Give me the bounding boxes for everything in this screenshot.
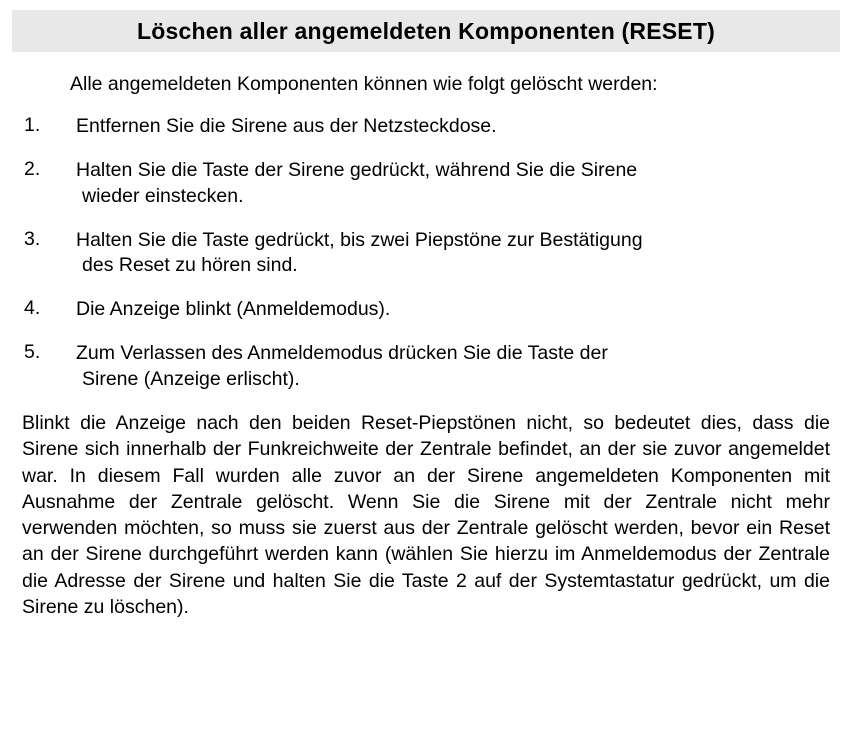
list-item [18, 114, 834, 140]
list-item-text [76, 114, 834, 140]
list-item-line2: Sirene (Anzeige erlischt). [82, 367, 300, 390]
list-item-line1: Zum Verlassen des Anmeldemodus drücken Sie die Taste der [76, 341, 608, 364]
list-item [18, 228, 834, 279]
list-item-text [76, 297, 834, 323]
page-title: Löschen aller angemeldeten Komponenten (RESET) [137, 17, 715, 44]
list-item-line1: Halten Sie die Taste gedrückt, bis zwei Piepstöne zur Bestätigung [76, 228, 643, 251]
section-heading-band [12, 10, 840, 52]
document-page [0, 10, 852, 746]
steps-list [18, 114, 834, 392]
list-item-line1: Die Anzeige blinkt (Anmeldemodus). [76, 298, 391, 321]
list-item-number: 4. [24, 297, 41, 320]
closing-section [22, 410, 830, 620]
list-item [18, 158, 834, 209]
list-item-number: 5. [24, 340, 41, 363]
list-item [18, 297, 834, 323]
list-item-text [76, 158, 834, 209]
list-item [18, 341, 834, 392]
list-item-line2: wieder einstecken. [82, 184, 244, 207]
list-item-number: 2. [24, 158, 41, 181]
closing-paragraph: Blinkt die Anzeige nach den beiden Reset-Piepstönen nicht, so bedeutet dies, dass die Sirene sich innerhalb der Funkreichweite der Zentrale befindet, an der sie zuvor angemeldet war. In diesem Fall wurden alle zuvor an der Sirene angemeldeten Komponenten mit Ausnahme der Zentrale gelöscht. Wenn Sie die Sirene mit der Zentrale nicht mehr verwenden möchten, so muss sie zuerst aus der Zentrale gelöscht werden, bevor ein Reset an der Sirene durchgeführt werden kann (wählen Sie hierzu im Anmeldemodus der Zentrale die Adresse der Sirene und halten Sie die Taste 2 auf der Systemtastatur gedrückt, um die Sirene zu löschen). [22, 412, 830, 618]
list-item-text [76, 341, 834, 392]
list-item-line1: Entfernen Sie die Sirene aus der Netzsteckdose. [76, 115, 497, 138]
intro-paragraph: Alle angemeldeten Komponenten können wie folgt gelöscht werden: [70, 73, 658, 95]
list-item-line2: des Reset zu hören sind. [82, 254, 298, 277]
list-item-line1: Halten Sie die Taste der Sirene gedrückt, während Sie die Sirene [76, 159, 638, 182]
list-item-number: 1. [24, 114, 41, 137]
list-item-number: 3. [24, 227, 41, 250]
list-item-text [76, 228, 834, 279]
